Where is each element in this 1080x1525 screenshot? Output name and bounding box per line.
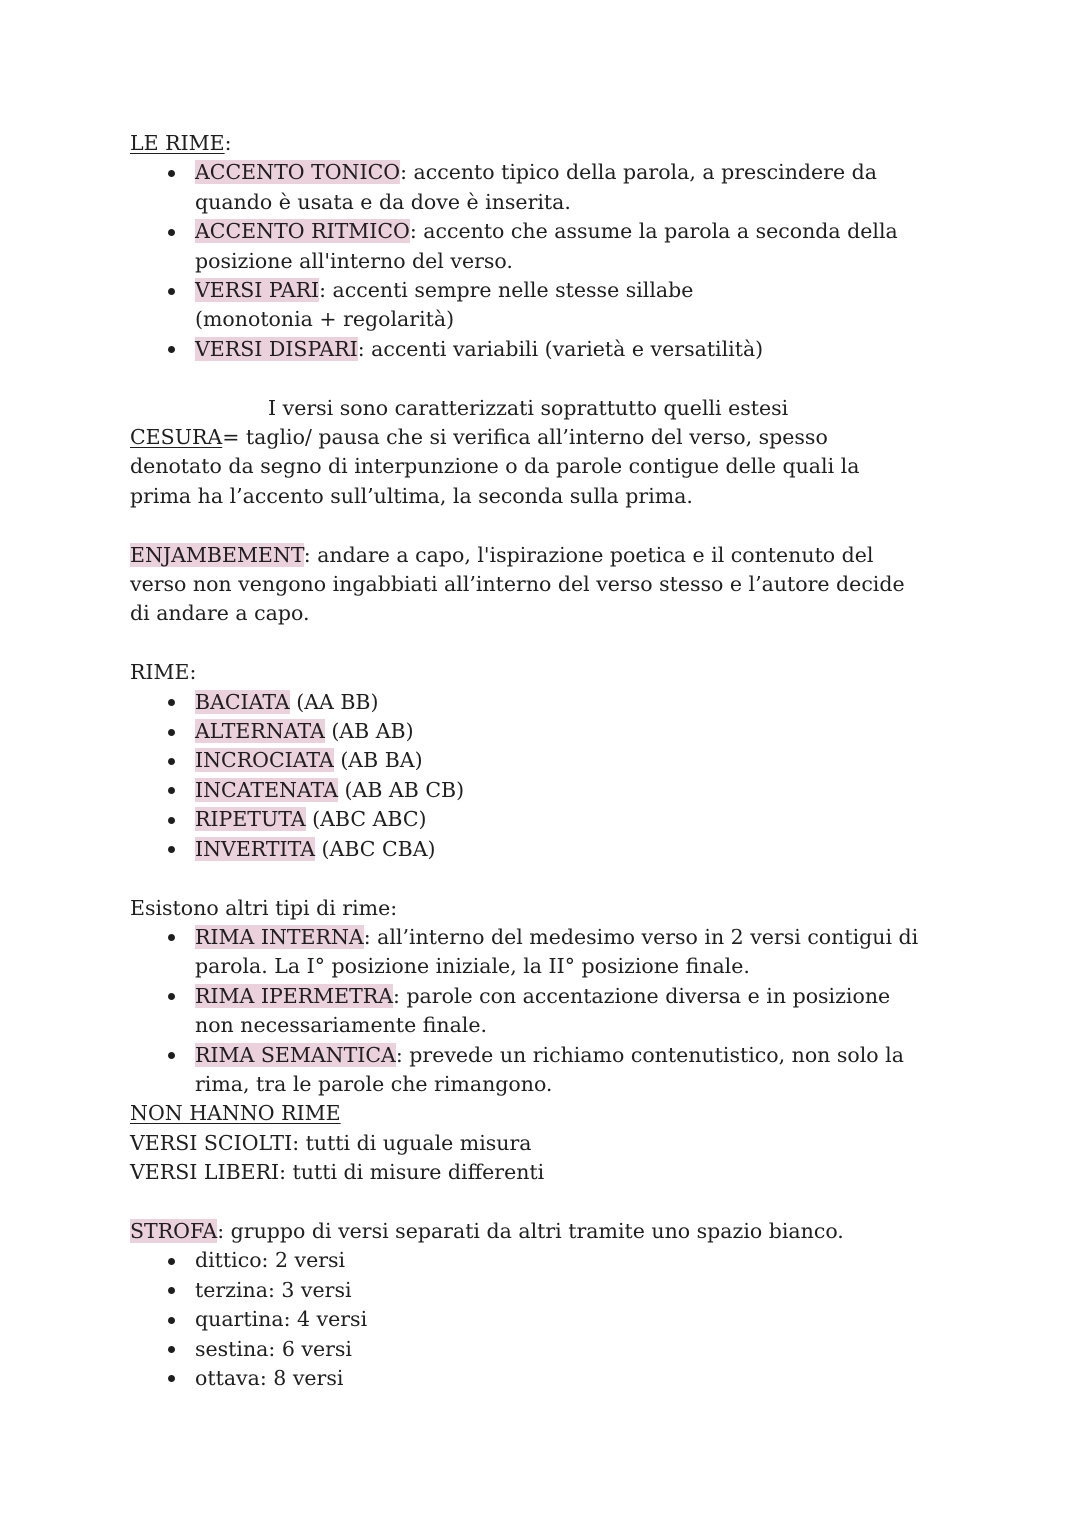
enjambement-text: : andare a capo, l'ispirazione poetica e il contenuto del <box>303 542 874 567</box>
definition-text: : parole con accentazione diversa e in posizione <box>393 983 891 1008</box>
list-item: dittico: 2 versi <box>130 1246 960 1275</box>
list-item: sestina: 6 versi <box>130 1335 960 1364</box>
definition-text: : accento tipico della parola, a prescindere da <box>400 160 877 185</box>
spacer <box>130 1188 960 1217</box>
non-hanno-rime-heading: NON HANNO RIME <box>130 1101 341 1126</box>
enjambement-term: ENJAMBEMENT <box>130 542 304 567</box>
highlighted-term: INVERTITA <box>195 836 316 861</box>
definition-continuation: posizione all'interno del verso. <box>195 248 513 273</box>
list-item: terzina: 3 versi <box>130 1276 960 1305</box>
definition-continuation: (monotonia + regolarità) <box>195 307 455 332</box>
definition-continuation: rima, tra le parole che rimangono. <box>195 1071 553 1096</box>
list-item <box>130 276 960 335</box>
list-item <box>130 688 960 717</box>
list-item <box>130 335 960 364</box>
highlighted-term: RIMA SEMANTICA <box>195 1042 396 1067</box>
list-item: quartina: 4 versi <box>130 1305 960 1334</box>
rime-types-list <box>130 688 960 864</box>
spacer <box>130 364 960 393</box>
list-item: ottava: 8 versi <box>130 1364 960 1393</box>
scheme-text: (AB AB) <box>324 719 414 744</box>
highlighted-term: VERSI PARI <box>195 278 320 303</box>
list-item <box>130 835 960 864</box>
scheme-text: (AA BB) <box>289 689 379 714</box>
definition-text: : prevede un richiamo contenutistico, non solo la <box>395 1042 904 1067</box>
definition-continuation: quando è usata e da dove è inserita. <box>195 189 571 214</box>
spacer <box>130 511 960 540</box>
list-item <box>130 217 960 276</box>
versi-note: I versi sono caratterizzati soprattutto quelli estesi <box>268 395 789 420</box>
cesura-text: = taglio/ pausa che si verifica all’interno del verso, spesso <box>222 425 828 450</box>
strofa-term: STROFA <box>130 1218 218 1243</box>
list-item <box>130 923 960 982</box>
highlighted-term: RIMA IPERMETRA <box>195 983 394 1008</box>
versi-sciolti-line: VERSI SCIOLTI: tutti di uguale misura <box>130 1130 532 1155</box>
highlighted-term: RIPETUTA <box>195 807 306 832</box>
highlighted-term: ALTERNATA <box>195 719 325 744</box>
rime-heading: RIME: <box>130 660 197 685</box>
cesura-term: CESURA <box>130 425 223 450</box>
cesura-paragraph-line: denotato da segno di interpunzione o da parole contigue delle quali la <box>130 454 860 479</box>
altri-tipi-heading: Esistono altri tipi di rime: <box>130 895 398 920</box>
versi-liberi-line: VERSI LIBERI: tutti di misure differenti <box>130 1160 545 1185</box>
accenti-list <box>130 158 960 364</box>
cesura-paragraph-line <box>130 423 960 452</box>
highlighted-term: ACCENTO RITMICO <box>195 219 410 244</box>
strofa-line <box>130 1217 960 1246</box>
list-item <box>130 805 960 834</box>
heading-colon: : <box>224 131 232 155</box>
highlighted-term: VERSI DISPARI <box>195 336 358 361</box>
highlighted-term: ACCENTO TONICO <box>195 160 401 185</box>
list-item <box>130 746 960 775</box>
definition-text: : accento che assume la parola a seconda della <box>409 219 898 244</box>
highlighted-term: INCROCIATA <box>195 748 334 773</box>
list-item <box>130 158 960 217</box>
spacer <box>130 864 960 893</box>
document-body <box>130 129 960 1393</box>
definition-text: : accenti sempre nelle stesse sillabe <box>319 278 694 303</box>
strofa-list <box>130 1246 960 1393</box>
list-item <box>130 717 960 746</box>
highlighted-term: BACIATA <box>195 689 290 714</box>
definition-text: : all’interno del medesimo verso in 2 versi contigui di <box>363 924 919 949</box>
highlighted-term: INCATENATA <box>195 777 339 802</box>
heading-text: LE RIME <box>130 131 225 155</box>
scheme-text: (ABC CBA) <box>315 836 436 861</box>
scheme-text: (ABC ABC) <box>305 807 427 832</box>
section-heading-le-rime <box>130 129 960 158</box>
enjambement-paragraph-line <box>130 541 960 570</box>
cesura-paragraph-line: prima ha l’accento sull’ultima, la seconda sulla prima. <box>130 483 693 508</box>
spacer <box>130 629 960 658</box>
enjambement-paragraph-line: verso non vengono ingabbiati all’interno del verso stesso e l’autore decide <box>130 572 905 597</box>
altri-tipi-list <box>130 923 960 1099</box>
definition-text: : accenti variabili (varietà e versatilità) <box>357 336 764 361</box>
list-item <box>130 1041 960 1100</box>
list-item <box>130 776 960 805</box>
highlighted-term: RIMA INTERNA <box>195 924 364 949</box>
scheme-text: (AB BA) <box>333 748 423 773</box>
strofa-text: : gruppo di versi separati da altri tramite uno spazio bianco. <box>217 1218 844 1243</box>
enjambement-paragraph-line: di andare a capo. <box>130 601 310 626</box>
list-item <box>130 982 960 1041</box>
definition-continuation: parola. La I° posizione iniziale, la II° posizione finale. <box>195 954 750 979</box>
scheme-text: (AB AB CB) <box>338 777 465 802</box>
definition-continuation: non necessariamente finale. <box>195 1013 488 1038</box>
